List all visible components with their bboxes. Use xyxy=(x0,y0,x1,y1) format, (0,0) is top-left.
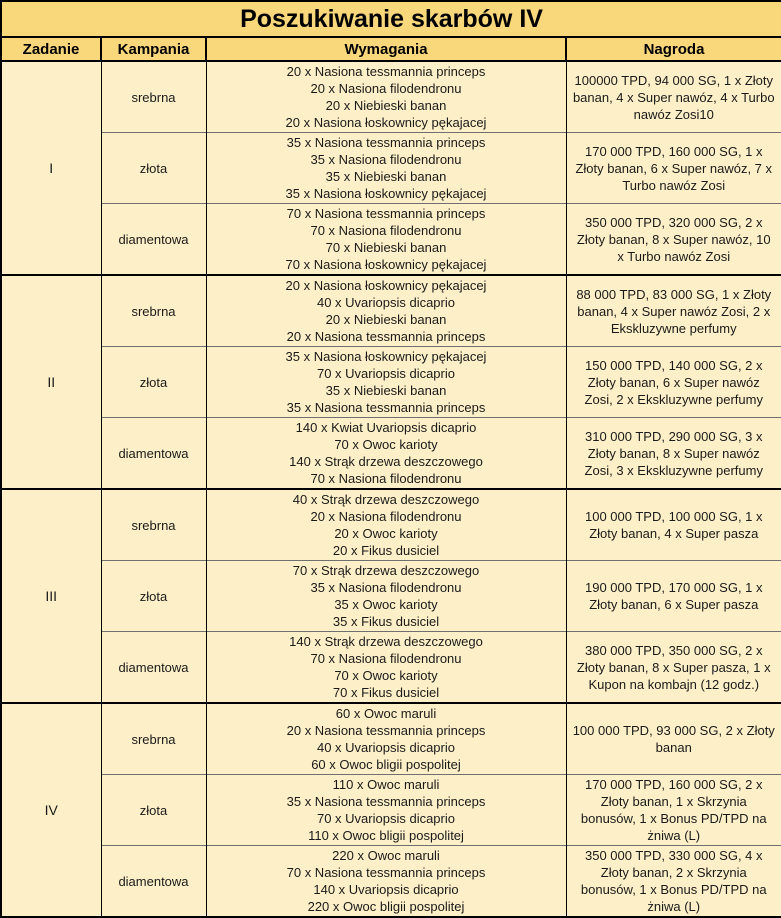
campaign-cell: srebrna xyxy=(101,275,206,347)
requirements-cell xyxy=(206,489,566,561)
column-header-nagroda: Nagroda xyxy=(566,37,781,61)
table-row xyxy=(1,775,781,846)
task-cell: I xyxy=(1,61,101,275)
requirement-line: 20 x Nasiona tessmannia princeps xyxy=(286,329,486,344)
requirement-line: 20 x Niebieski banan xyxy=(325,98,447,113)
requirement-line: 140 x Uvariopsis dicaprio xyxy=(313,882,459,897)
task-cell: III xyxy=(1,489,101,703)
requirements-cell xyxy=(206,61,566,133)
requirement-line: 70 x Nasiona łoskownicy pękajacej xyxy=(285,257,487,272)
campaign-cell: diamentowa xyxy=(101,204,206,276)
reward-cell: 380 000 TPD, 350 000 SG, 2 x Złoty banan, 8 x Super pasza, 1 x Kupon na kombajn (12 godz.) xyxy=(566,632,781,704)
reward-cell: 170 000 TPD, 160 000 SG, 2 x Złoty banan, 1 x Skrzynia bonusów, 1 x Bonus PD/TPD na żniwa (L) xyxy=(566,775,781,846)
table-row xyxy=(1,275,781,347)
requirement-line: 140 x Strąk drzewa deszczowego xyxy=(289,634,483,649)
requirement-line: 140 x Kwiat Uvariopsis dicaprio xyxy=(295,420,477,435)
reward-cell: 350 000 TPD, 330 000 SG, 4 x Złoty banan, 2 x Skrzynia bonusów, 1 x Bonus PD/TPD na żniwa (L) xyxy=(566,846,781,918)
reward-cell: 170 000 TPD, 160 000 SG, 1 x Złoty banan, 6 x Super nawóz, 7 x Turbo nawóz Zosi xyxy=(566,133,781,204)
requirement-line: 35 x Nasiona tessmannia princeps xyxy=(286,794,486,809)
requirements-cell xyxy=(206,632,566,704)
requirements-cell xyxy=(206,204,566,276)
campaign-cell: diamentowa xyxy=(101,632,206,704)
requirement-line: 140 x Strąk drzewa deszczowego xyxy=(289,454,483,469)
requirement-line: 20 x Nasiona tessmannia princeps xyxy=(286,64,486,79)
requirement-line: 70 x Uvariopsis dicaprio xyxy=(316,811,455,826)
requirement-line: 35 x Niebieski banan xyxy=(325,383,447,398)
requirement-line: 40 x Uvariopsis dicaprio xyxy=(316,295,455,310)
requirement-line: 70 x Fikus dusiciel xyxy=(332,685,440,700)
reward-cell: 100 000 TPD, 100 000 SG, 1 x Złoty banan, 4 x Super pasza xyxy=(566,489,781,561)
campaign-cell: srebrna xyxy=(101,489,206,561)
requirements-cell xyxy=(206,347,566,418)
requirements-cell xyxy=(206,775,566,846)
reward-cell: 310 000 TPD, 290 000 SG, 3 x Złoty banan, 8 x Super nawóz Zosi, 3 x Ekskluzywne perfumy xyxy=(566,418,781,490)
requirement-line: 220 x Owoc maruli xyxy=(332,848,440,863)
reward-cell: 350 000 TPD, 320 000 SG, 2 x Złoty banan, 8 x Super nawóz, 10 x Turbo nawóz Zosi xyxy=(566,204,781,276)
requirement-line: 110 x Owoc maruli xyxy=(332,777,440,792)
requirements-cell xyxy=(206,561,566,632)
table-row xyxy=(1,489,781,561)
reward-cell: 88 000 TPD, 83 000 SG, 1 x Złoty banan, 4 x Super nawóz Zosi, 2 x Ekskluzywne perfumy xyxy=(566,275,781,347)
requirement-line: 40 x Strąk drzewa deszczowego xyxy=(292,492,480,507)
campaign-cell: srebrna xyxy=(101,61,206,133)
reward-cell: 100000 TPD, 94 000 SG, 1 x Złoty banan, 4 x Super nawóz, 4 x Turbo nawóz Zosi10 xyxy=(566,61,781,133)
requirement-line: 60 x Owoc bligii pospolitej xyxy=(311,757,461,772)
requirement-line: 35 x Niebieski banan xyxy=(325,169,447,184)
requirements-cell xyxy=(206,846,566,918)
campaign-cell: diamentowa xyxy=(101,418,206,490)
requirement-line: 70 x Nasiona tessmannia princeps xyxy=(286,206,486,221)
table-row xyxy=(1,61,781,133)
requirement-line: 35 x Nasiona łoskownicy pękajacej xyxy=(285,349,487,364)
table-row xyxy=(1,846,781,918)
requirement-line: 35 x Nasiona filodendronu xyxy=(310,580,462,595)
task-cell: II xyxy=(1,275,101,489)
campaign-cell: diamentowa xyxy=(101,846,206,918)
requirement-line: 70 x Nasiona tessmannia princeps xyxy=(286,865,486,880)
requirement-line: 35 x Nasiona łoskownicy pękajacej xyxy=(285,186,487,201)
requirement-line: 35 x Nasiona filodendronu xyxy=(310,152,462,167)
requirements-cell xyxy=(206,703,566,775)
requirement-line: 35 x Fikus dusiciel xyxy=(332,614,440,629)
requirement-line: 70 x Nasiona filodendronu xyxy=(310,471,462,486)
requirement-line: 70 x Uvariopsis dicaprio xyxy=(316,366,455,381)
requirement-line: 70 x Strąk drzewa deszczowego xyxy=(292,563,480,578)
column-header-zadanie: Zadanie xyxy=(1,37,101,61)
requirement-line: 70 x Owoc karioty xyxy=(334,437,438,452)
requirement-line: 20 x Nasiona łoskownicy pękajacej xyxy=(285,278,487,293)
title-row xyxy=(1,1,781,37)
page-title: Poszukiwanie skarbów IV xyxy=(1,1,781,37)
column-header-wymagania: Wymagania xyxy=(206,37,566,61)
requirement-line: 20 x Nasiona filodendronu xyxy=(310,509,462,524)
requirement-line: 40 x Uvariopsis dicaprio xyxy=(316,740,455,755)
header-row xyxy=(1,37,781,61)
reward-cell: 190 000 TPD, 170 000 SG, 1 x Złoty banan, 6 x Super pasza xyxy=(566,561,781,632)
campaign-cell: srebrna xyxy=(101,703,206,775)
campaign-cell: złota xyxy=(101,347,206,418)
requirement-line: 20 x Niebieski banan xyxy=(325,312,447,327)
campaign-cell: złota xyxy=(101,133,206,204)
requirements-cell xyxy=(206,418,566,490)
campaign-cell: złota xyxy=(101,561,206,632)
column-header-kampania: Kampania xyxy=(101,37,206,61)
table-row xyxy=(1,133,781,204)
requirement-line: 70 x Nasiona filodendronu xyxy=(310,651,462,666)
requirement-line: 35 x Nasiona tessmannia princeps xyxy=(286,135,486,150)
requirement-line: 20 x Nasiona tessmannia princeps xyxy=(286,723,486,738)
requirement-line: 70 x Niebieski banan xyxy=(325,240,447,255)
requirements-cell xyxy=(206,133,566,204)
requirement-line: 20 x Owoc karioty xyxy=(334,526,438,541)
task-cell: IV xyxy=(1,703,101,917)
table-row xyxy=(1,703,781,775)
requirement-line: 20 x Nasiona łoskownicy pękajacej xyxy=(285,115,487,130)
reward-cell: 100 000 TPD, 93 000 SG, 2 x Złoty banan xyxy=(566,703,781,775)
requirement-line: 20 x Nasiona filodendronu xyxy=(310,81,462,96)
table-row xyxy=(1,561,781,632)
reward-cell: 150 000 TPD, 140 000 SG, 2 x Złoty banan, 6 x Super nawóz Zosi, 2 x Ekskluzywne perfumy xyxy=(566,347,781,418)
requirement-line: 35 x Owoc karioty xyxy=(334,597,438,612)
table-row xyxy=(1,204,781,276)
requirement-line: 70 x Nasiona filodendronu xyxy=(310,223,462,238)
requirement-line: 110 x Owoc bligii pospolitej xyxy=(308,828,464,843)
requirement-line: 220 x Owoc bligii pospolitej xyxy=(307,899,465,914)
table-row xyxy=(1,347,781,418)
table-row xyxy=(1,418,781,490)
campaign-cell: złota xyxy=(101,775,206,846)
requirement-line: 60 x Owoc maruli xyxy=(335,706,437,721)
requirements-cell xyxy=(206,275,566,347)
requirement-line: 70 x Owoc karioty xyxy=(334,668,438,683)
table-row xyxy=(1,632,781,704)
requirement-line: 20 x Fikus dusiciel xyxy=(332,543,440,558)
requirement-line: 35 x Nasiona tessmannia princeps xyxy=(286,400,486,415)
